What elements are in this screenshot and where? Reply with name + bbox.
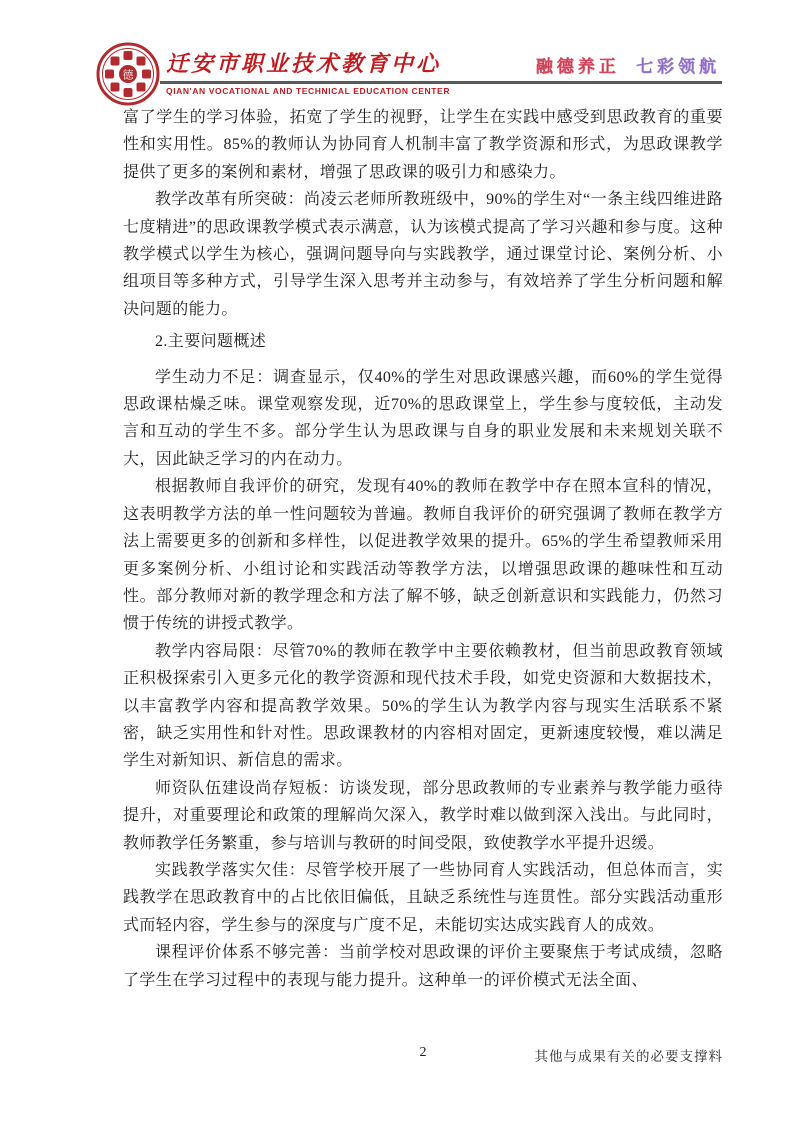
paragraph: 教学内容局限：尽管70%的教师在教学中主要依赖教材，但当前思政教育领域正积极探索引入更多元化的教学资源和现代技术手段，如党史资源和大数据技术，以丰富教学内容和提高教学效果。50%的学生认为教学内容与现实生活联系不紧密，缺乏实用性和针对性。思政课教材的内容相对固定，更新速度较慢，难以满足学生对新知识、新信息的需求。 [123, 642, 723, 770]
header-title-block [166, 50, 441, 79]
seal-center-character: 德 [122, 69, 134, 82]
school-name-english: QIAN'AN VOCATIONAL AND TECHNICAL EDUCATION CENTER [166, 86, 451, 96]
footer-note: 其他与成果有关的必要支撑料 [534, 1049, 723, 1064]
paragraph: 富了学生的学习体验，拓宽了学生的视野，让学生在实践中感受到思政教育的重要性和实用性。85%的教师认为协同育人机制丰富了教学资源和形式，为思政课教学提供了更多的案例和素材，增强了思政课的吸引力和感染力。 [123, 109, 723, 181]
school-seal-logo [96, 42, 160, 106]
section-heading: 2.主要问题概述 [155, 333, 267, 351]
page-number: 2 [419, 1045, 427, 1060]
slogan-part-1: 融德养正 [535, 57, 620, 76]
paragraph: 师资队伍建设尚存短板：访谈发现，部分思政教师的专业素养与教学能力亟待提升，对重要理论和政策的理解尚欠深入，教学时难以做到深入浅出。与此同时，教师教学任务繁重，参与培训与教研的时间受限，致使教学水平提升迟缓。 [123, 779, 723, 852]
school-slogan [536, 52, 720, 77]
paragraph: 学生动力不足：调查显示，仅40%的学生对思政课感兴趣，而60%的学生觉得思政课枯燥乏味。课堂观察发现，近70%的思政课堂上，学生参与度较低，主动发言和互动的学生不多。部分学生认为思政课与自身的职业发展和未来规划关联不大，因此缺乏学习的内在动力。 [123, 368, 723, 468]
paragraph: 实践教学落实欠佳：尽管学校开展了一些协同育人实践活动，但总体而言，实践教学在思政教育中的占比依旧偏低，且缺乏系统性与连贯性。部分实践活动重形式而轻内容，学生参与的深度与广度不足，未能切实达成实践育人的成效。 [123, 861, 723, 934]
seal-icon [96, 42, 160, 106]
document-body [123, 104, 723, 994]
slogan-part-2: 七彩领航 [636, 57, 720, 76]
header-divider [160, 81, 722, 84]
paragraph: 课程评价体系不够完善：当前学校对思政课的评价主要聚焦于考试成绩，忽略了学生在学习过程中的表现与能力提升。这种单一的评价模式无法全面、 [123, 944, 723, 989]
paragraph: 教学改革有所突破：尚凌云老师所教班级中，90%的学生对“一条主线四维进路七度精进”的思政课教学模式表示满意，认为该模式提高了学习兴趣和参与度。这种教学模式以学生为核心，强调问题导向与实践教学，通过课堂讨论、案例分析、小组项目等多种方式，引导学生深入思考并主动参与，有效培养了学生分析问题和解决问题的能力。 [123, 191, 723, 318]
paragraph: 根据教师自我评价的研究，发现有40%的教师在教学中存在照本宣科的情况，这表明教学方法的单一性问题较为普遍。教师自我评价的研究强调了教师在教学方法上需要更多的创新和多样性，以促进教学效果的提升。65%的学生希望教师采用更多案例分析、小组讨论和实践活动等教学方法，以增强思政课的趣味性和互动性。部分教师对新的教学理念和方法了解不够，缺乏创新意识和实践能力，仍然习惯于传统的讲授式教学。 [123, 478, 723, 633]
school-name-chinese: 迁安市职业技术教育中心 [166, 51, 442, 76]
